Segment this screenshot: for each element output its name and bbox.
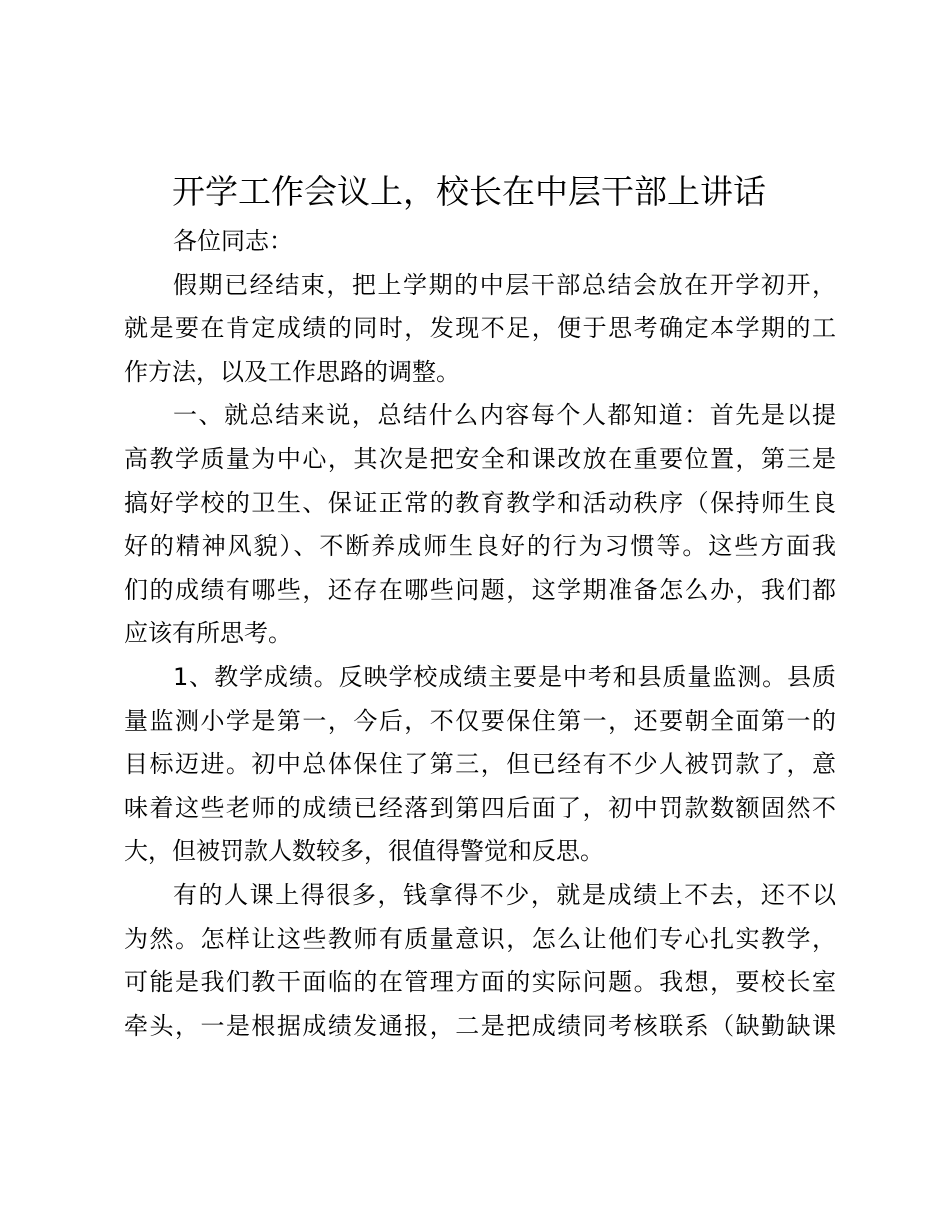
paragraph-line: 味着这些老师的成绩已经落到第四后面了，初中罚款数额固然不: [124, 793, 836, 822]
paragraph-line: 应该有所思考。: [124, 619, 292, 648]
paragraph-line: 可能是我们教干面临的在管理方面的实际问题。我想，要校长室: [124, 968, 836, 997]
paragraph-line: 一、就总结来说，总结什么内容每个人都知道：首先是以提: [173, 401, 836, 430]
document-body: [124, 220, 836, 1048]
paragraph-line: 高教学质量为中心，其次是把安全和课改放在重要位置，第三是: [124, 444, 836, 473]
paragraph-line: 牵头，一是根据成绩发通报，二是把成绩同考核联系（缺勤缺课: [124, 1011, 836, 1040]
paragraph-line: 大，但被罚款人数较多，很值得警觉和反思。: [124, 837, 604, 866]
salutation-line: 各位同志：: [173, 227, 293, 255]
paragraph-line: 目标迈进。初中总体保住了第三，但已经有不少人被罚款了，意: [124, 750, 836, 779]
paragraph-line: 就是要在肯定成绩的同时，发现不足，便于思考确定本学期的工: [124, 314, 836, 343]
paragraph-line: 好的精神风貌）、不断养成师生良好的行为习惯等。这些方面我: [124, 532, 836, 561]
paragraph-line: 作方法，以及工作思路的调整。: [124, 357, 460, 386]
paragraph-line: 量监测小学是第一，今后，不仅要保住第一，还要朝全面第一的: [124, 706, 836, 735]
document-title: 开学工作会议上，校长在中层干部上讲话: [172, 172, 766, 211]
paragraph-line: 有的人课上得很多，钱拿得不少，就是成绩上不去，还不以: [173, 880, 836, 909]
paragraph-line: 们的成绩有哪些，还存在哪些问题，这学期准备怎么办，我们都: [124, 575, 836, 604]
paragraph-line: 1、教学成绩。反映学校成绩主要是中考和县质量监测。县质: [173, 662, 836, 691]
paragraph-line: 为然。怎样让这些教师有质量意识，怎么让他们专心扎实教学，: [124, 924, 836, 953]
paragraph-line: 搞好学校的卫生、保证正常的教育教学和活动秩序（保持师生良: [124, 488, 836, 517]
paragraph-line: 假期已经结束，把上学期的中层干部总结会放在开学初开，: [173, 270, 836, 299]
